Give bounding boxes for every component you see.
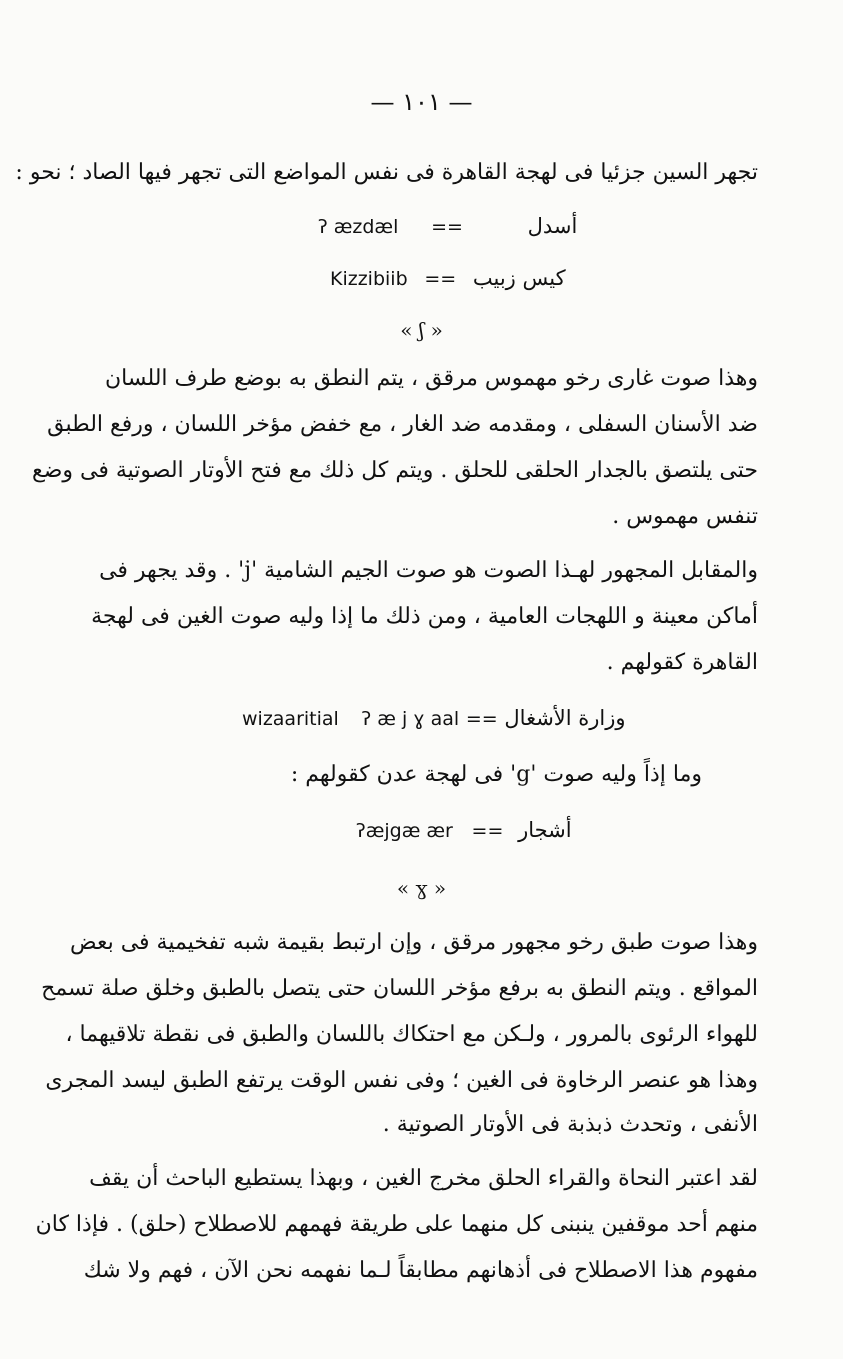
para1-line: وهذا صوت غارى رخو مهموس مرقق ، يتم النطق به بوضع طرف اللسان: [104, 366, 758, 391]
example-asdal: [318, 214, 577, 238]
example-ashghal-latin-mid: ʔ æ j ɣ aal: [361, 708, 460, 730]
example-ashghal: [242, 706, 626, 730]
para4-line: منهم أحد موقفين ينبنى كل منهما على طريقة فهمهم للاصطلاح (حلق) . فإذا كان: [35, 1212, 758, 1237]
example-ashghal-sep: ==: [465, 708, 498, 730]
para4-line: مفهوم هذا الاصطلاح فى أذهانهم مطابقاً لـما نفهمه نحن الآن ، فهم ولا شك: [83, 1258, 758, 1283]
example-asdal-sep: ==: [431, 216, 463, 238]
example-ashghal-latin-end: wizaaritial: [242, 708, 339, 730]
example-ashjar: [356, 818, 572, 842]
page-number: — ١٠١ —: [370, 88, 473, 116]
example-ashjar-arabic: أشجار: [518, 818, 572, 842]
example-kis-zibib: [330, 266, 566, 290]
g-line: وما إذاً وليه صوت 'g' فى لهجة عدن كقولهم :: [290, 762, 702, 787]
para1-line: حتى يلتصق بالجدار الحلقى للحلق . ويتم كل ذلك مع فتح الأوتار الصوتية فى وضع: [31, 458, 758, 483]
example-kis-zibib-sep: ==: [424, 268, 457, 290]
para3-line: الأنفى ، وتحدث ذبذبة فى الأوتار الصوتية .: [382, 1112, 758, 1137]
para1-line: تنفس مهموس .: [612, 504, 758, 529]
example-asdal-latin: ʔ æzdæl: [318, 216, 399, 238]
para2-line: والمقابل المجهور لهـذا الصوت هو صوت الجيم الشامية 'j' . وقد يجهر فى: [99, 558, 758, 583]
intro-line: تجهر السين جزئيا فى لهجة القاهرة فى نفس المواضع التى تجهر فيها الصاد ؛ نحو :: [15, 160, 758, 185]
para3-line: وهذا صوت طبق رخو مجهور مرقق ، وإن ارتبط بقيمة شبه تفخيمية فى بعض: [70, 930, 758, 955]
para2-line: القاهرة كقولهم .: [606, 650, 758, 675]
para2-line: أماكن معينة و اللهجات العامية ، ومن ذلك ما إذا وليه صوت الغين فى لهجة: [91, 604, 758, 629]
example-kis-zibib-arabic: كيس زبيب: [472, 266, 566, 290]
example-ashjar-sep: ==: [471, 820, 504, 842]
example-kis-zibib-latin: Kizzibiib: [330, 268, 408, 290]
heading-gh: « ɣ »: [396, 876, 447, 900]
para1-line: ضد الأسنان السفلى ، ومقدمه ضد الغار ، مع خفض مؤخر اللسان ، ورفع الطبق: [47, 412, 758, 437]
para3-line: المواقع . ويتم النطق به برفع مؤخر اللسان حتى يتصل بالطبق وخلق صلة تسمح: [41, 976, 758, 1001]
example-ashghal-arabic: وزارة الأشغال: [504, 706, 626, 730]
heading-sh: « ʃ »: [400, 318, 443, 342]
para3-line: وهذا هو عنصر الرخاوة فى الغين ؛ وفى نفس الوقت يرتفع الطبق ليسد المجرى: [45, 1068, 758, 1093]
example-ashjar-latin: ʔæjgæ ær: [356, 820, 453, 842]
para4-line: لقد اعتبر النحاة والقراء الحلق مخرج الغين ، وبهذا يستطيع الباحث أن يقف: [89, 1166, 758, 1191]
para3-line: للهواء الرئوى بالمرور ، ولـكن مع احتكاك باللسان والطبق فى نقطة تلاقيهما ،: [65, 1022, 758, 1047]
example-asdal-arabic: أسدل: [527, 214, 578, 238]
